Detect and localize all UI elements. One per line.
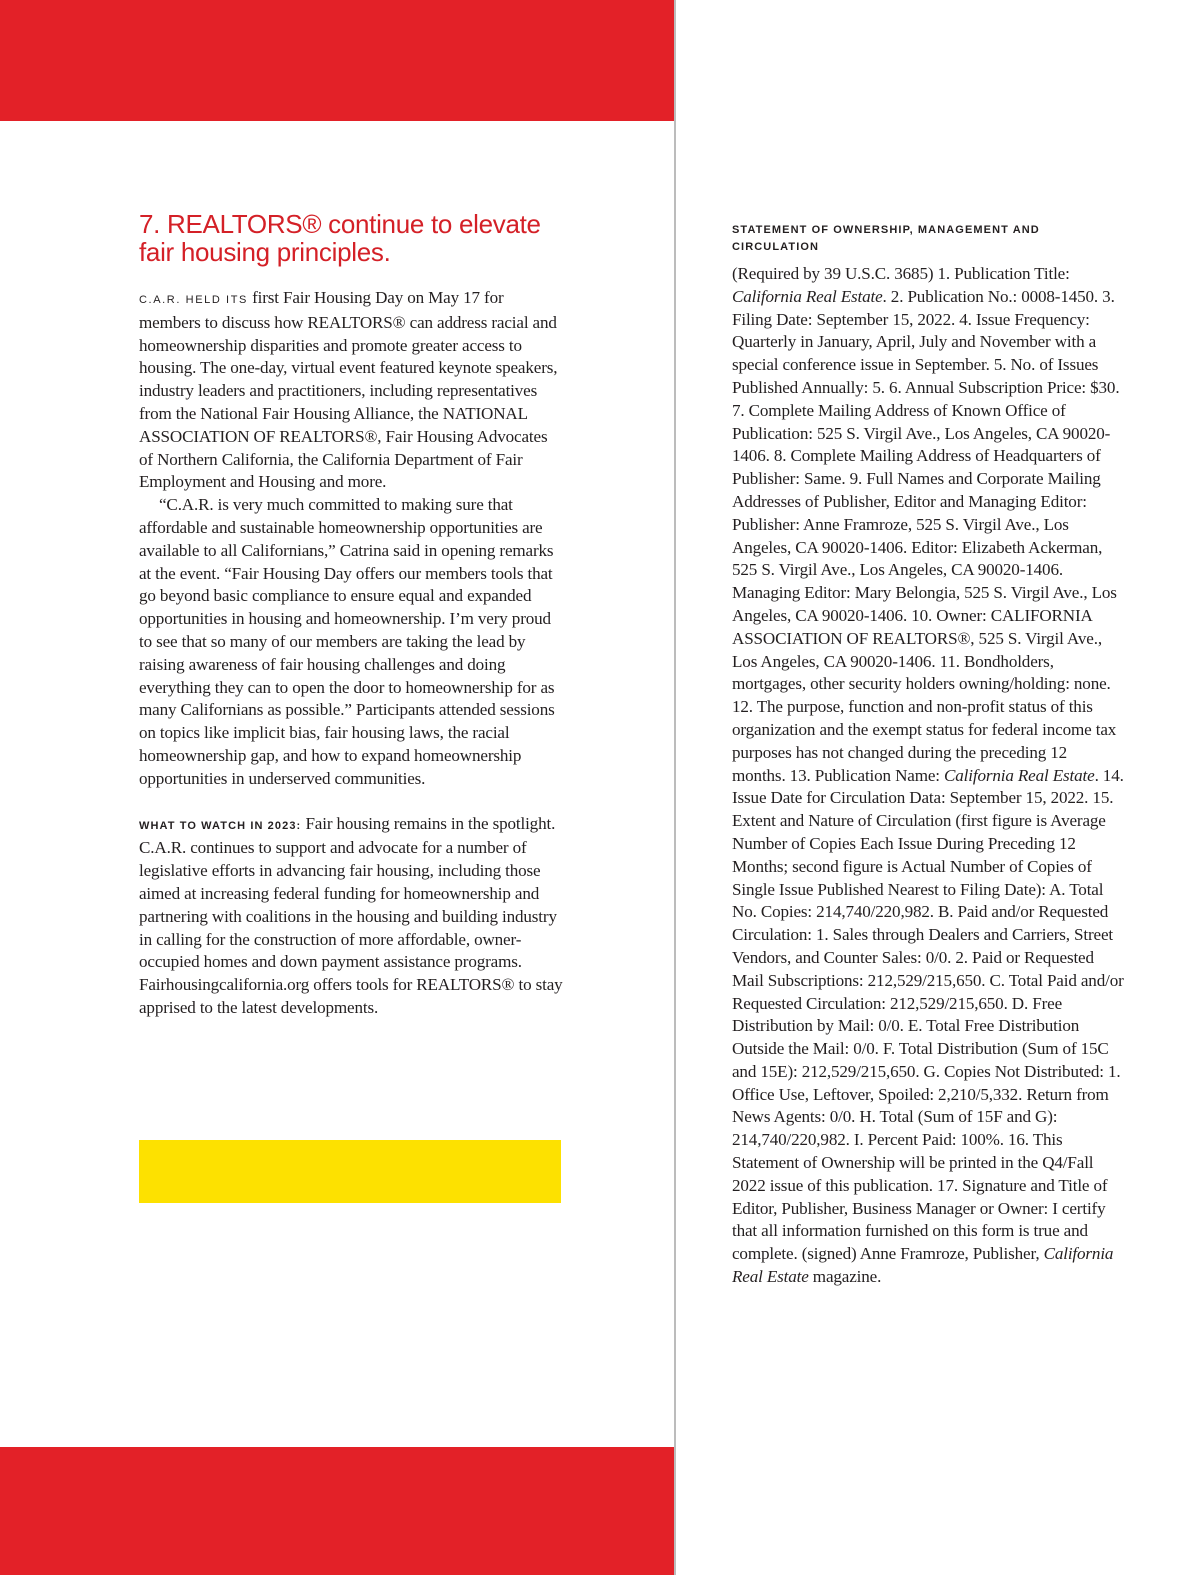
statement-text-4: magazine. (808, 1267, 882, 1287)
top-red-band (0, 0, 674, 121)
what-to-watch-text: Fair housing remains in the spotlight. C.A.R. continues to support and advocate for a number of legislative efforts in advancing fair housing, including those aimed at increasing federal funding for homeownership and partnering with coalitions in the housing and building industry in calling for the construction of more affordable, owner-occupied homes and down payment assistance programs. Fairhousingcalifornia.org offers tools for REALTORS® to stay apprised to the latest developments. (139, 813, 563, 1017)
article-column (139, 210, 564, 1020)
statement-heading: STATEMENT OF OWNERSHIP, MANAGEMENT AND CIRCULATION (732, 224, 1040, 253)
publication-title: California Real Estate (732, 286, 883, 306)
what-to-watch-paragraph (139, 813, 564, 1020)
statement-column (732, 222, 1124, 1289)
article-headline: 7. REALTORS® continue to elevate fair housing principles. (139, 209, 541, 267)
bottom-red-band (0, 1447, 674, 1575)
article-paragraph-1 (139, 287, 564, 494)
statement-text-2: . 2. Publication No.: 0008-1450. 3. Filing Date: September 15, 2022. 4. Issue Frequency: Quarterly in January, April, July and November with a special conference issue in September. 5. No. of Issues Published Annually: 5. 6. Annual Subscription Price: $30. 7. Complete Mailing Address of Known Office of Publication: 525 S. Virgil Ave., Los Angeles, CA 90020-1406. 8. Complete Mailing Address of Headquarters of Publisher: Same. 9. Full Names and Corporate Mailing Addresses of Publisher, Editor and Managing Editor: Publisher: Anne Framroze, 525 S. Virgil Ave., Los Angeles, CA 90020-1406. Editor: Elizabeth Ackerman, 525 S. Virgil Ave., Los Angeles, CA 90020-1406. Managing Editor: Mary Belongia, 525 S. Virgil Ave., Los Angeles, CA 90020-1406. 10. Owner: CALIFORNIA ASSOCIATION OF REALTORS®, 525 S. Virgil Ave., Los Angeles, CA 90020-1406. 11. Bondholders, mortgages, other security holders owning/holding: none. 12. The purpose, function and non-profit status of this organization and the exempt status for federal income tax purposes has not changed during the preceding 12 months. 13. Publication Name: (732, 286, 1120, 785)
article-paragraph-2: “C.A.R. is very much committed to making sure that affordable and sustainable homeownership opportunities are available to all Californians,” Catrina said in opening remarks at the event. “Fair Housing Day offers our members tools that go beyond basic compliance to ensure equal and expanded opportunities in housing and homeownership. I’m very proud to see that so many of our members are taking the lead by raising awareness of fair housing challenges and doing everything they can to open the door to homeownership for as many Californians as possible.” Participants attended sessions on topics like implicit bias, fair housing laws, the racial homeownership gap, and how to expand homeownership opportunities in underserved communities. (139, 495, 555, 788)
publication-title: California Real Estate (944, 765, 1095, 785)
statement-text-3: . 14. Issue Date for Circulation Data: September 15, 2022. 15. Extent and Nature of Circulation (first figure is Average Number of Copies Each Issue During Preceding 12 Months; second figure is Actual Number of Copies of Single Issue Published Nearest to Filing Date): A. Total No. Copies: 214,740/220,982. B. Paid and/or Requested Circulation: 1. Sales through Dealers and Carriers, Street Vendors, and Counter Sales: 0/0. 2. Paid or Requested Mail Subscriptions: 212,529/215,650. C. Total Paid and/or Requested Circulation: 212,529/215,650. D. Free Distribution by Mail: 0/0. E. Total Free Distribution Outside the Mail: 0/0. F. Total Distribution (Sum of 15C and 15E): 212,529/215,650. G. Copies Not Distributed: 1. Office Use, Leftover, Spoiled: 2,210/5,332. Return from News Agents: 0/0. H. Total (Sum of 15F and G): 214,740/220,982. I. Percent Paid: 100%. 16. This Statement of Ownership will be printed in the Q4/Fall 2022 issue of this publication. 17. Signature and Title of Editor, Publisher, Business Manager or Owner: I certify that all information furnished on this form is true and complete. (signed) Anne Framroze, Publisher, (732, 765, 1124, 1264)
yellow-accent-box (139, 1140, 561, 1203)
statement-body (732, 263, 1124, 1289)
statement-text-1: (Required by 39 U.S.C. 3685) 1. Publication Title: (732, 264, 1070, 283)
page-gutter-divider (674, 0, 676, 1575)
paragraph-1-text: first Fair Housing Day on May 17 for members to discuss how REALTORS® can address racial and homeownership disparities and promote greater access to housing. The one-day, virtual event featured keynote speakers, industry leaders and practitioners, including representatives from the National Fair Housing Alliance, the NATIONAL ASSOCIATION OF REALTORS®, Fair Housing Advocates of Northern California, the California Department of Fair Employment and Housing and more. (139, 288, 558, 492)
publication-title: California Real Estate (732, 1244, 1114, 1287)
paragraph-lead-in: C.A.R. HELD ITS (139, 294, 248, 306)
what-to-watch-label: WHAT TO WATCH IN 2023: (139, 819, 302, 832)
